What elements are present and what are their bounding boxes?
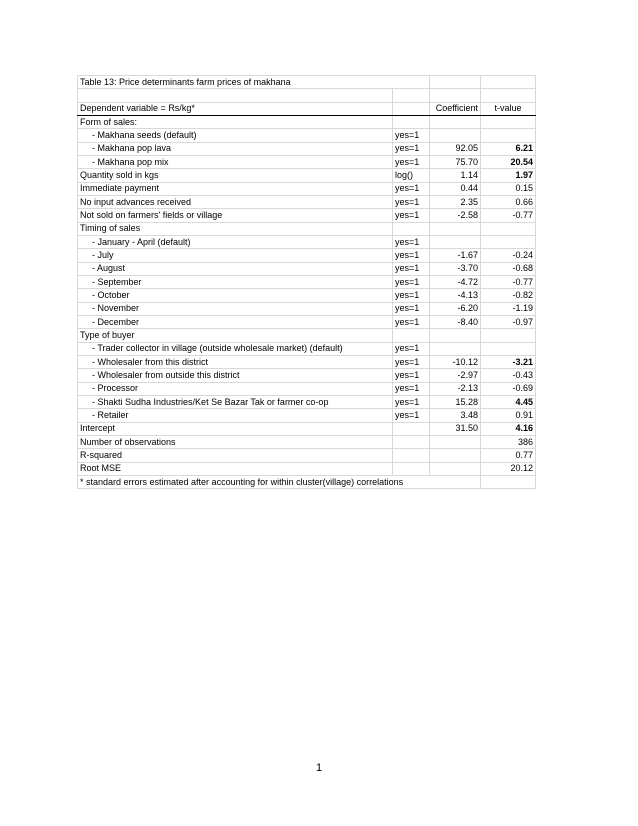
row-t-value: 0.66 <box>481 195 536 208</box>
row-coefficient <box>430 329 481 342</box>
table-row <box>78 289 536 302</box>
row-unit: yes=1 <box>393 142 430 155</box>
row-unit: yes=1 <box>393 262 430 275</box>
row-label: - Processor <box>78 382 393 395</box>
row-unit: yes=1 <box>393 182 430 195</box>
row-coefficient: 3.48 <box>430 409 481 422</box>
table-row <box>78 315 536 328</box>
row-label: - July <box>78 249 393 262</box>
table-row <box>78 235 536 248</box>
row-unit: yes=1 <box>393 275 430 288</box>
row-t-value: 0.15 <box>481 182 536 195</box>
row-unit: yes=1 <box>393 342 430 355</box>
row-label: No input advances received <box>78 195 393 208</box>
row-t-value: -0.24 <box>481 249 536 262</box>
row-t-value: -1.19 <box>481 302 536 315</box>
row-coefficient: -10.12 <box>430 355 481 368</box>
row-label: - Makhana pop mix <box>78 155 393 168</box>
stat-value: 20.12 <box>481 462 536 475</box>
table-row <box>78 209 536 222</box>
row-coefficient: -2.13 <box>430 382 481 395</box>
row-coefficient: -4.72 <box>430 275 481 288</box>
row-t-value: -0.97 <box>481 315 536 328</box>
row-unit: yes=1 <box>393 249 430 262</box>
row-label: - September <box>78 275 393 288</box>
table-row <box>78 169 536 182</box>
row-coefficient: -2.97 <box>430 369 481 382</box>
stat-label: Number of observations <box>78 435 393 448</box>
row-coefficient <box>430 129 481 142</box>
coefficient-header: Coefficient <box>430 102 481 115</box>
title-row <box>78 76 536 89</box>
table-row <box>78 342 536 355</box>
page-number: 1 <box>315 762 323 774</box>
table-row <box>78 302 536 315</box>
regression-table <box>77 75 536 489</box>
row-t-value <box>481 235 536 248</box>
row-label: - Wholesaler from outside this district <box>78 369 393 382</box>
row-label: - December <box>78 315 393 328</box>
table-row <box>78 129 536 142</box>
table-row <box>78 222 536 235</box>
row-label: - Shakti Sudha Industries/Ket Se Bazar Tak or farmer co-op <box>78 395 393 408</box>
stat-label: R-squared <box>78 449 393 462</box>
blank-row <box>78 89 536 102</box>
row-t-value: 20.54 <box>481 155 536 168</box>
row-t-value: -0.77 <box>481 209 536 222</box>
row-label: - Makhana seeds (default) <box>78 129 393 142</box>
row-t-value <box>481 342 536 355</box>
row-label: - October <box>78 289 393 302</box>
table-row <box>78 355 536 368</box>
row-unit: yes=1 <box>393 129 430 142</box>
row-t-value: -0.43 <box>481 369 536 382</box>
table-row <box>78 142 536 155</box>
header-row <box>78 102 536 115</box>
row-unit <box>393 329 430 342</box>
row-t-value: -0.69 <box>481 382 536 395</box>
row-unit: yes=1 <box>393 355 430 368</box>
intercept-label: Intercept <box>78 422 393 435</box>
row-coefficient: 2.35 <box>430 195 481 208</box>
table-row <box>78 329 536 342</box>
intercept-coefficient: 31.50 <box>430 422 481 435</box>
row-coefficient: -3.70 <box>430 262 481 275</box>
row-label: - Wholesaler from this district <box>78 355 393 368</box>
table-row <box>78 275 536 288</box>
row-t-value <box>481 129 536 142</box>
stat-value: 0.77 <box>481 449 536 462</box>
row-coefficient: -8.40 <box>430 315 481 328</box>
table-row <box>78 409 536 422</box>
row-t-value: -0.68 <box>481 262 536 275</box>
footnote-row <box>78 475 536 488</box>
row-coefficient <box>430 115 481 128</box>
stat-row <box>78 435 536 448</box>
row-label: Type of buyer <box>78 329 393 342</box>
row-label: - November <box>78 302 393 315</box>
stat-value: 386 <box>481 435 536 448</box>
dependent-variable-label: Dependent variable = Rs/kg* <box>78 102 393 115</box>
table-row <box>78 249 536 262</box>
table-row <box>78 115 536 128</box>
row-t-value: 1.97 <box>481 169 536 182</box>
row-t-value: 0.91 <box>481 409 536 422</box>
row-coefficient: 0.44 <box>430 182 481 195</box>
row-unit: yes=1 <box>393 382 430 395</box>
row-unit: yes=1 <box>393 289 430 302</box>
row-t-value: 4.45 <box>481 395 536 408</box>
row-unit <box>393 115 430 128</box>
row-label: Not sold on farmers' fields or village <box>78 209 393 222</box>
row-unit: yes=1 <box>393 369 430 382</box>
row-t-value: 6.21 <box>481 142 536 155</box>
table-row <box>78 182 536 195</box>
table-row <box>78 155 536 168</box>
row-t-value <box>481 222 536 235</box>
row-coefficient <box>430 222 481 235</box>
row-coefficient: -2.58 <box>430 209 481 222</box>
row-label: - Retailer <box>78 409 393 422</box>
stat-label: Root MSE <box>78 462 393 475</box>
row-label: - January - April (default) <box>78 235 393 248</box>
row-unit: yes=1 <box>393 209 430 222</box>
row-coefficient: 92.05 <box>430 142 481 155</box>
stat-row <box>78 462 536 475</box>
row-label: Immediate payment <box>78 182 393 195</box>
intercept-t-value: 4.16 <box>481 422 536 435</box>
row-coefficient: -6.20 <box>430 302 481 315</box>
table-row <box>78 382 536 395</box>
table-row <box>78 395 536 408</box>
row-label: - Makhana pop lava <box>78 142 393 155</box>
row-coefficient <box>430 342 481 355</box>
table-row <box>78 195 536 208</box>
row-coefficient: 75.70 <box>430 155 481 168</box>
row-unit: yes=1 <box>393 235 430 248</box>
row-label: Quantity sold in kgs <box>78 169 393 182</box>
intercept-row <box>78 422 536 435</box>
table-row <box>78 369 536 382</box>
row-unit: yes=1 <box>393 195 430 208</box>
row-t-value: -0.82 <box>481 289 536 302</box>
row-unit: log() <box>393 169 430 182</box>
row-unit: yes=1 <box>393 395 430 408</box>
footnote: * standard errors estimated after accounting for within cluster(village) correlations <box>78 475 393 488</box>
row-label: Timing of sales <box>78 222 393 235</box>
stat-row <box>78 449 536 462</box>
row-unit: yes=1 <box>393 155 430 168</box>
row-coefficient: 15.28 <box>430 395 481 408</box>
row-coefficient: -1.67 <box>430 249 481 262</box>
row-coefficient <box>430 235 481 248</box>
row-unit: yes=1 <box>393 315 430 328</box>
table-title: Table 13: Price determinants farm prices of makhana <box>78 76 393 89</box>
row-unit <box>393 222 430 235</box>
row-unit: yes=1 <box>393 302 430 315</box>
row-coefficient: 1.14 <box>430 169 481 182</box>
row-label: Form of sales: <box>78 115 393 128</box>
row-coefficient: -4.13 <box>430 289 481 302</box>
spreadsheet-table-area <box>77 75 536 489</box>
row-t-value <box>481 329 536 342</box>
row-label: - Trader collector in village (outside wholesale market) (default) <box>78 342 393 355</box>
row-unit: yes=1 <box>393 409 430 422</box>
row-t-value <box>481 115 536 128</box>
row-label: - August <box>78 262 393 275</box>
t-value-header: t-value <box>481 102 536 115</box>
table-row <box>78 262 536 275</box>
row-t-value: -0.77 <box>481 275 536 288</box>
row-t-value: -3.21 <box>481 355 536 368</box>
